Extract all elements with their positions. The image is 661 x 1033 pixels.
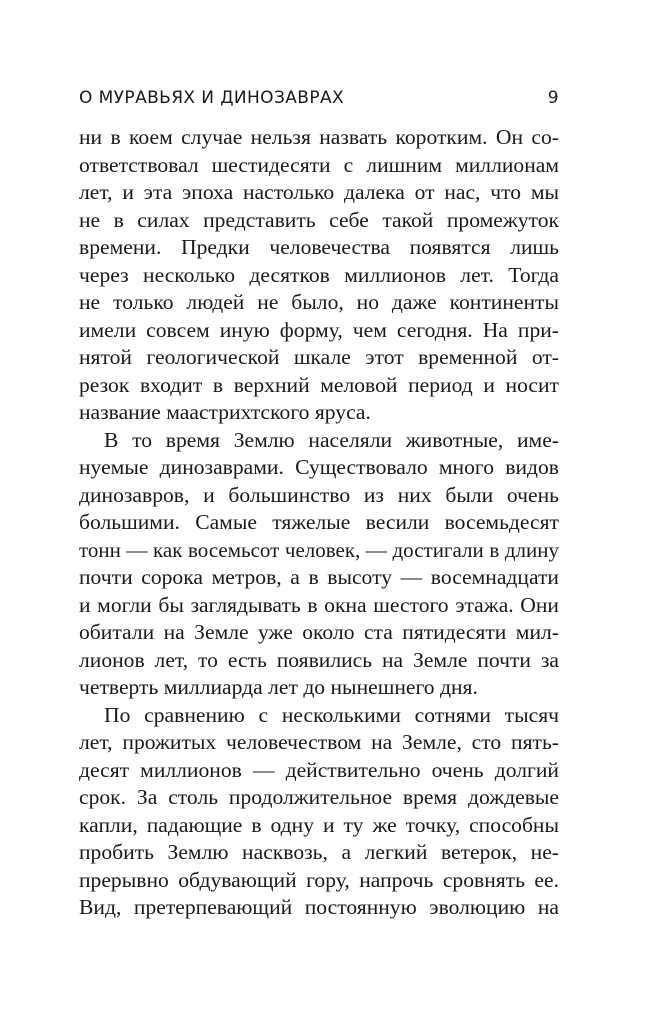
text-line: ответствовал шестидесяти с лишним миллионам: [79, 152, 559, 177]
text-line: пробить Землю насквозь, а легкий ветерок, не-: [79, 840, 559, 864]
text-line: ни в коем случае нельзя назвать коротким. Он со-: [79, 125, 559, 149]
text-line: десят миллионов — действительно очень долгий: [79, 757, 559, 782]
paragraph-2: [79, 427, 559, 702]
text-line: название маастрихтского яруса.: [79, 400, 371, 424]
text-line: большими. Самые тяжелые весили восемьдесят: [79, 510, 559, 534]
text-line: В то время Землю населяли животные, име-: [104, 427, 559, 452]
body-text: [79, 124, 559, 922]
text-line: лет, и эта эпоха настолько далека от нас, что мы: [79, 180, 559, 204]
text-line: По сравнению с несколькими сотнями тысяч: [104, 702, 559, 727]
running-title: О МУРАВЬЯХ И ДИНОЗАВРАХ: [79, 88, 345, 108]
text-line: обитали на Земле уже около ста пятидесяти мил-: [79, 620, 559, 644]
running-head: [79, 88, 559, 112]
text-line: срок. За столь продолжительное время дождевые: [79, 785, 559, 809]
text-line: и могли бы заглядывать в окна шестого этажа. Они: [79, 592, 559, 617]
text-line: имели совсем иную форму, чем сегодня. На при-: [79, 317, 559, 342]
page-number: 9: [547, 88, 559, 108]
text-line: лионов лет, то есть появились на Земле почти за: [79, 647, 559, 672]
text-line: нуемые динозаврами. Существовало много видов: [79, 455, 559, 479]
text-line: прерывно обдувающий гору, напрочь сровнять ее.: [79, 867, 559, 892]
text-line: тонн — как восемьсот человек, — достигали в длину: [79, 537, 559, 562]
text-line: динозавров, и большинство из них были очень: [79, 482, 559, 507]
text-line: лет, прожитых человечеством на Земле, сто пять-: [79, 730, 559, 754]
paragraph-3: [79, 702, 559, 922]
text-line: четверть миллиарда лет до нынешнего дня.: [79, 675, 478, 699]
text-line: времени. Предки человечества появятся лишь: [79, 235, 559, 259]
text-line: не только людей не было, но даже континенты: [79, 290, 559, 314]
text-line: почти сорока метров, а в высоту — восемнадцати: [79, 565, 559, 589]
text-line: капли, падающие в одну и ту же точку, способны: [79, 812, 559, 837]
paragraph-1: [79, 124, 559, 427]
text-line: через несколько десятков миллионов лет. Тогда: [79, 262, 559, 287]
text-line: резок входит в верхний меловой период и носит: [79, 372, 559, 397]
text-line: Вид, претерпевающий постоянную эволюцию на: [79, 895, 559, 919]
text-line: нятой геологической шкале этот временной от-: [79, 345, 559, 369]
text-line: не в силах представить себе такой промежуток: [79, 207, 559, 232]
